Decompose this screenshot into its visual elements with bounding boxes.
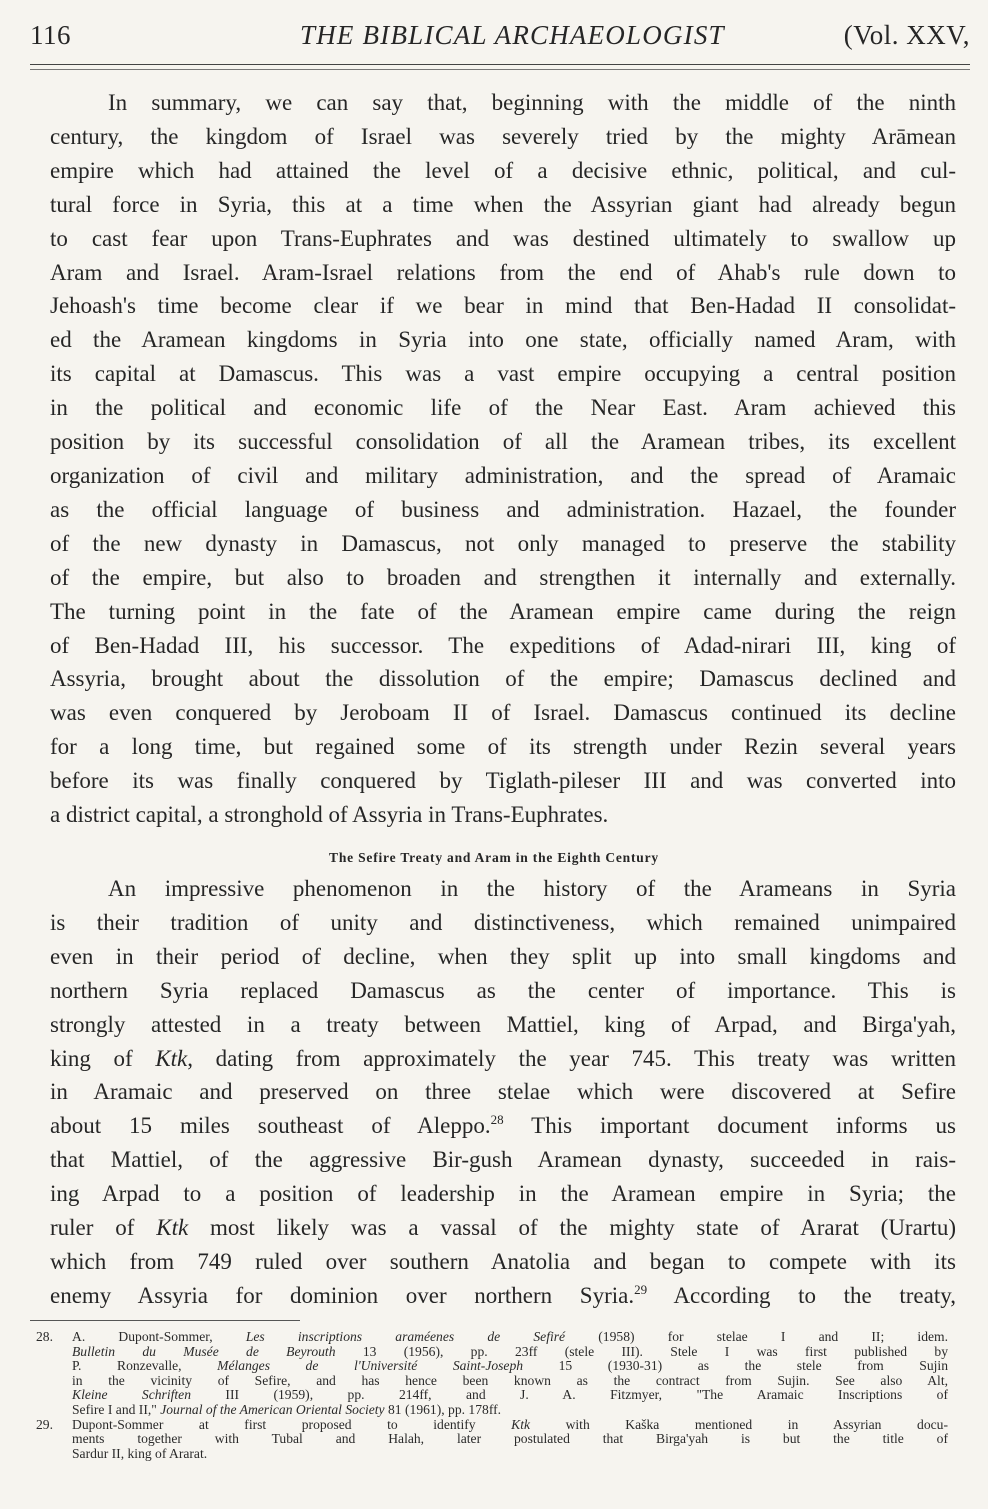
text-line: which from 749 ruled over southern Anatolia and began to compete with its (50, 1248, 956, 1274)
text-line: before its was finally conquered by Tiglath-pileser III and was converted into (50, 768, 956, 794)
text-run: king of (50, 1045, 156, 1071)
text-line: even in their period of decline, when they split up into small kingdoms and (50, 943, 956, 969)
footnote-29 (36, 1418, 948, 1462)
text-line: An impressive phenomenon in the history of the Arameans in Syria (108, 876, 956, 901)
italic-title: Mélanges de l'Université Saint-Joseph (217, 1358, 524, 1374)
text-run: According to the treaty, (647, 1282, 956, 1308)
text-run: enemy Assyria for dominion over northern Syria. (50, 1282, 635, 1308)
text-line: that Mattiel, of the aggressive Bir-gush Aramean dynasty, succeeded in rais- (50, 1147, 956, 1173)
journal-title: THE BIBLICAL ARCHAEOLOGIST (300, 20, 725, 50)
text-line (50, 1211, 956, 1245)
text-run: Dupont-Sommer at first proposed to identify (72, 1416, 512, 1432)
text-line: of the empire, but also to broaden and strengthen it internally and externally. (50, 564, 956, 590)
text-line: In summary, we can say that, beginning with the middle of the ninth (108, 90, 956, 115)
text-line: The turning point in the fate of the Aramean empire came during the reign (50, 598, 956, 624)
text-run: 13 (1956), pp. 23ff (stele III). Stele I was first published by (335, 1343, 949, 1359)
italic-title: Bulletin du Musée de Beyrouth (72, 1343, 336, 1359)
italic-title: Journal of the American Oriental Society (160, 1401, 385, 1417)
text-line: to cast fear upon Trans-Euphrates and was destined ultimately to swallow up (50, 225, 956, 251)
text-line: a district capital, a stronghold of Assyria in Trans-Euphrates. (50, 802, 609, 828)
text-line: organization of civil and military administration, and the spread of Aramaic (50, 462, 956, 488)
italic-title: Les inscriptions araméenes de Sefiré (245, 1329, 566, 1344)
text-run: most likely was a vassal of the mighty state of Ararat (Urartu) (188, 1215, 957, 1241)
text-run: A. Dupont-Sommer, (72, 1329, 246, 1344)
footnote-ref[interactable]: 29 (634, 1281, 648, 1297)
footnote-line: in the vicinity of Sefire, and has hence been known as the contract from Sujin. See also Alt, (72, 1372, 948, 1388)
text-line: strongly attested in a treaty between Mattiel, king of Arpad, and Birga'yah, (50, 1011, 956, 1037)
footnote-rule (30, 1320, 300, 1321)
footnotes (36, 1330, 948, 1461)
text-line: tural force in Syria, this at a time when the Assyrian giant had already begun (50, 191, 956, 217)
footnote-number: 29. (36, 1416, 53, 1432)
text-run: ruler of (50, 1215, 157, 1241)
text-run: P. Ronzevalle, (72, 1358, 218, 1374)
header-rule-thin (30, 69, 970, 70)
text-line: Assyria, brought about the dissolution of the empire; Damascus declined and (50, 666, 956, 692)
text-line: in Aramaic and preserved on three stelae which were discovered at Sefire (50, 1079, 956, 1105)
text-line (50, 1042, 956, 1076)
running-header (30, 16, 970, 60)
footnote-line (72, 1359, 948, 1374)
text-line: position by its successful consolidation of all the Aramean tribes, its excellent (50, 429, 956, 455)
footnote-number: 28. (36, 1329, 53, 1344)
text-run: with Kaška mentioned in Assyrian docu- (530, 1416, 948, 1432)
text-line: of the new dynasty in Damascus, not only managed to preserve the stability (50, 530, 956, 556)
text-line: northern Syria replaced Damascus as the center of importance. This is (50, 977, 956, 1003)
volume-label: (Vol. XXV, (843, 20, 970, 50)
text-line: its capital at Damascus. This was a vast empire occupying a central position (50, 361, 956, 387)
text-line: is their tradition of unity and distinctiveness, which remained unimpaired (50, 909, 956, 935)
text-line: in the political and economic life of the Near East. Aram achieved this (50, 395, 956, 421)
text-run: , dating from approximately the year 745. This treaty was written (187, 1045, 956, 1071)
footnote-line (72, 1418, 948, 1433)
italic-term: Ktk (155, 1045, 188, 1071)
italic-term: Ktk (156, 1215, 189, 1241)
paragraph-summary (50, 86, 956, 832)
text-run: about 15 miles southeast of Aleppo. (50, 1113, 491, 1139)
italic-term: Ktk (511, 1416, 531, 1432)
text-line: ing Arpad to a position of leadership in the Aramean empire in Syria; the (50, 1181, 956, 1207)
text-run: 81 (1961), pp. 178ff. (384, 1401, 502, 1417)
italic-title: Kleine Schriften (72, 1387, 191, 1403)
text-line: empire which had attained the level of a decisive ethnic, political, and cul- (50, 157, 956, 183)
text-line: as the official language of business and administration. Hazael, the founder (50, 496, 956, 522)
text-run: This important document informs us (503, 1113, 956, 1139)
text-line: was even conquered by Jeroboam II of Israel. Damascus continued its decline (50, 700, 956, 726)
section-heading: The Sefire Treaty and Aram in the Eighth Century (329, 850, 659, 865)
text-line: ed the Aramean kingdoms in Syria into one state, officially named Aram, with (50, 327, 956, 353)
footnote-line (72, 1330, 948, 1345)
footnote-line (72, 1388, 948, 1403)
text-run: III (1959), pp. 214ff, and J. A. Fitzmyer, "The Aramaic Inscriptions of (191, 1387, 948, 1403)
footnote-ref[interactable]: 28 (490, 1112, 504, 1128)
text-line: Aram and Israel. Aram-Israel relations from the end of Ahab's rule down to (50, 259, 956, 285)
text-line (50, 1109, 956, 1143)
text-run: 15 (1930-31) as the stele from Sujin (523, 1358, 948, 1374)
header-rule (30, 64, 970, 65)
text-line: century, the kingdom of Israel was severely tried by the mighty Arāmean (50, 123, 956, 149)
footnote-line: ments together with Tubal and Halah, later postulated that Birga'yah is but the title of (72, 1431, 948, 1447)
paragraph-sefire-treaty (50, 872, 956, 1313)
footnote-line: Sardur II, king of Ararat. (72, 1445, 208, 1461)
footnote-28 (36, 1330, 948, 1418)
footnote-line (72, 1345, 948, 1360)
page-number: 116 (30, 20, 71, 50)
text-line (50, 1279, 956, 1313)
text-run: Sefire I and II," (72, 1401, 161, 1417)
text-run: (1958) for stelae I and II; idem. (565, 1329, 949, 1344)
text-line: for a long time, but regained some of its strength under Rezin several years (50, 734, 956, 760)
text-line: of Ben-Hadad III, his successor. The expeditions of Adad-nirari III, king of (50, 632, 956, 658)
text-line: Jehoash's time become clear if we bear in mind that Ben-Hadad II consolidat- (50, 293, 956, 319)
footnote-line (72, 1403, 948, 1418)
